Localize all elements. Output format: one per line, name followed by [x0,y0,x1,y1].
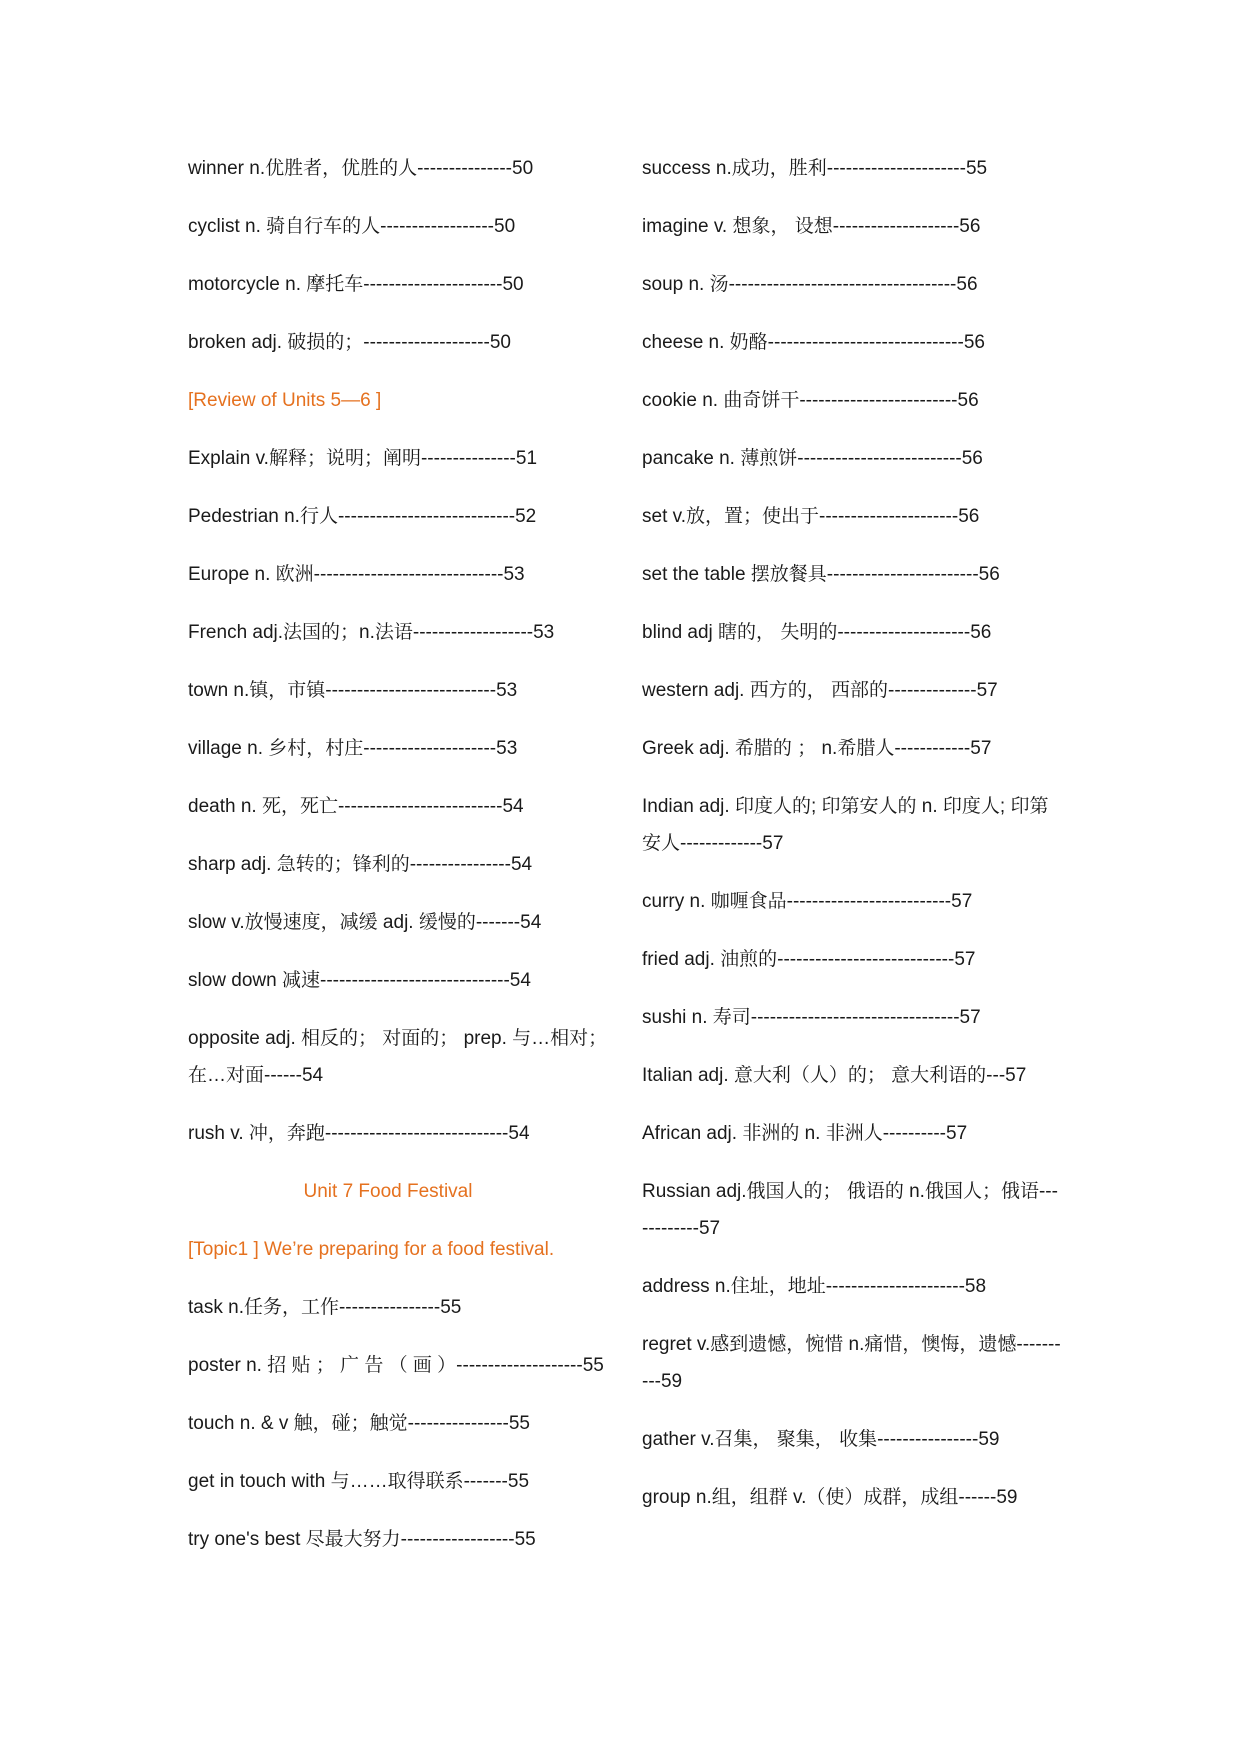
right-vocab-entry: regret v.感到遗憾，惋惜 n.痛惜，懊悔，遗憾----------59 [642,1334,1061,1392]
right-vocab-entry: African adj. 非洲的 n. 非洲人----------57 [642,1123,968,1144]
left-vocab-entry: village n. 乡村，村庄---------------------53 [188,738,518,759]
left-vocab-entry: poster n. 招 贴 ； 广 告 （ 画 ）--------------------55 [188,1355,604,1376]
left-vocab-entry: try one's best 尽最大努力------------------55 [188,1529,536,1550]
right-vocab-entry: gather v.召集， 聚集， 收集----------------59 [642,1429,1000,1450]
right-vocab-entry: curry n. 咖喱食品--------------------------57 [642,891,973,912]
right-vocab-entry: cookie n. 曲奇饼干-------------------------56 [642,390,979,411]
left-heading: Unit 7 Food Festival [303,1181,473,1202]
right-vocab-entry: pancake n. 薄煎饼--------------------------56 [642,448,983,469]
left-vocab-entry: town n.镇，市镇---------------------------53 [188,680,518,701]
left-vocab-entry: motorcycle n. 摩托车----------------------50 [188,274,524,295]
left-vocab-entry: rush v. 冲，奔跑-----------------------------54 [188,1123,530,1144]
left-vocab-entry: slow down 减速------------------------------54 [188,970,531,991]
right-vocab-entry: success n.成功，胜利----------------------55 [642,158,988,179]
left-heading: [Topic1 ] We’re preparing for a food festival. [188,1239,555,1260]
left-vocab-entry: task n.任务，工作----------------55 [188,1297,462,1318]
left-vocab-entry: opposite adj. 相反的； 对面的； prep. 与…相对；在…对面------54 [188,1028,608,1086]
left-vocab-entry: death n. 死，死亡--------------------------54 [188,796,524,817]
left-vocab-entry: French adj.法国的；n.法语-------------------53 [188,622,555,643]
left-vocab-entry: winner n.优胜者，优胜的人---------------50 [188,158,534,179]
right-vocab-entry: group n.组，组群 v.（使）成群，成组------59 [642,1487,1018,1508]
right-vocab-entry: sushi n. 寿司---------------------------------57 [642,1007,981,1028]
right-vocab-entry: Greek adj. 希腊的 ； n.希腊人------------57 [642,738,992,759]
right-vocab-entry: soup n. 汤------------------------------------56 [642,274,978,295]
right-vocab-entry: Russian adj.俄国人的； 俄语的 n.俄国人；俄语------------57 [642,1181,1058,1239]
right-vocab-entry: imagine v. 想象， 设想--------------------56 [642,216,981,237]
left-vocab-entry: slow v.放慢速度，减缓 adj. 缓慢的-------54 [188,912,542,933]
left-vocab-entry: sharp adj. 急转的；锋利的----------------54 [188,854,533,875]
right-vocab-entry: western adj. 西方的， 西部的--------------57 [642,680,998,701]
right-vocab-entry: fried adj. 油煎的----------------------------57 [642,949,976,970]
left-vocab-entry: get in touch with 与……取得联系-------55 [188,1471,530,1492]
left-heading: [Review of Units 5—6 ] [188,390,382,411]
right-vocab-entry: set the table 摆放餐具------------------------56 [642,564,1000,585]
right-vocab-entry: set v.放，置；使出于----------------------56 [642,506,980,527]
left-vocab-entry: Europe n. 欧洲------------------------------53 [188,564,525,585]
left-vocab-entry: Explain v.解释；说明；阐明---------------51 [188,448,538,469]
left-column [188,150,608,1579]
right-vocab-entry: blind adj 瞎的， 失明的---------------------56 [642,622,992,643]
right-column [642,150,1062,1537]
left-vocab-entry: touch n. & v 触，碰；触觉----------------55 [188,1413,530,1434]
right-vocab-entry: Indian adj. 印度人的; 印第安人的 n. 印度人; 印第安人-------------57 [642,796,1049,854]
left-vocab-entry: Pedestrian n.行人----------------------------52 [188,506,537,527]
right-vocab-entry: Italian adj. 意大利（人）的； 意大利语的---57 [642,1065,1027,1086]
right-vocab-entry: cheese n. 奶酪-------------------------------56 [642,332,985,353]
left-vocab-entry: broken adj. 破损的；--------------------50 [188,332,511,353]
left-vocab-entry: cyclist n. 骑自行车的人------------------50 [188,216,516,237]
right-vocab-entry: address n.住址，地址----------------------58 [642,1276,987,1297]
